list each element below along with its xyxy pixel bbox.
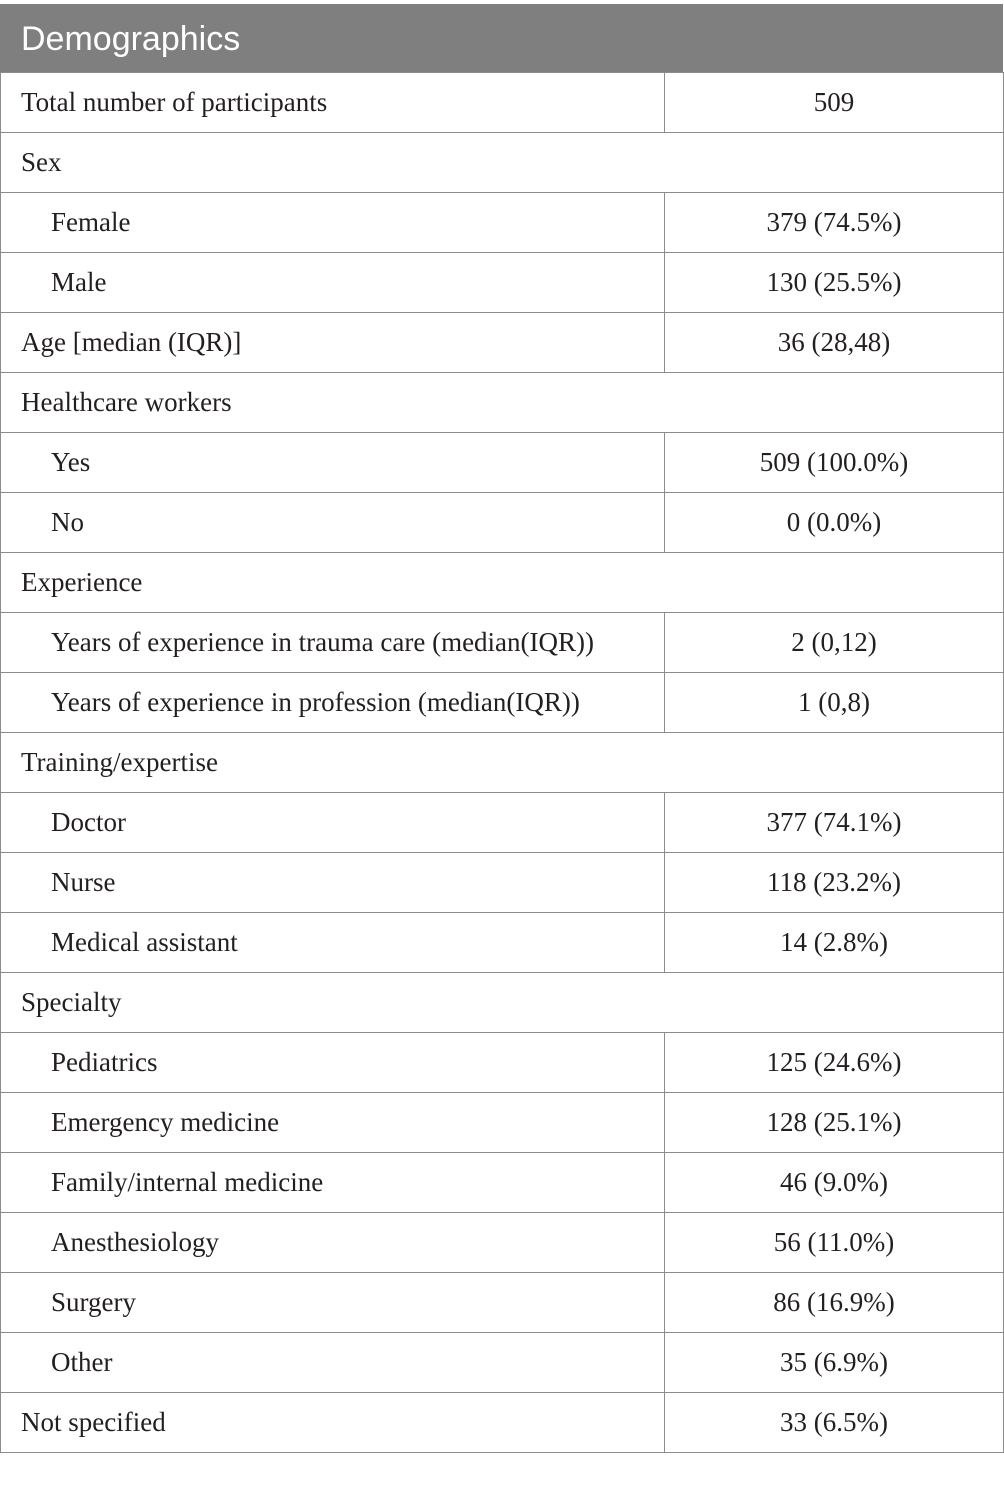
section-label: Experience — [1, 553, 1004, 613]
row-value: 130 (25.5%) — [665, 253, 1004, 313]
row-value: 36 (28,48) — [665, 313, 1004, 373]
row-value: 379 (74.5%) — [665, 193, 1004, 253]
row-label: Emergency medicine — [1, 1093, 665, 1153]
row-label: Not specified — [1, 1393, 665, 1453]
row-value: 86 (16.9%) — [665, 1273, 1004, 1333]
row-value: 33 (6.5%) — [665, 1393, 1004, 1453]
row-value: 118 (23.2%) — [665, 853, 1004, 913]
row-label: Anesthesiology — [1, 1213, 665, 1273]
row-not-specified — [1, 1393, 1004, 1453]
row-family-internal-medicine — [1, 1153, 1004, 1213]
section-label: Sex — [1, 133, 1004, 193]
row-value: 56 (11.0%) — [665, 1213, 1004, 1273]
demographics-table — [0, 4, 1003, 1453]
row-value: 509 (100.0%) — [665, 433, 1004, 493]
row-value: 2 (0,12) — [665, 613, 1004, 673]
row-label: Doctor — [1, 793, 665, 853]
row-label: Surgery — [1, 1273, 665, 1333]
section-row-healthcare-workers — [1, 373, 1004, 433]
row-surgery — [1, 1273, 1004, 1333]
row-value: 35 (6.9%) — [665, 1333, 1004, 1393]
row-yes — [1, 433, 1004, 493]
row-female — [1, 193, 1004, 253]
row-label: Pediatrics — [1, 1033, 665, 1093]
row-medical-assistant — [1, 913, 1004, 973]
row-emergency-medicine — [1, 1093, 1004, 1153]
row-label: Years of experience in profession (median(IQR)) — [1, 673, 665, 733]
row-label: Years of experience in trauma care (median(IQR)) — [1, 613, 665, 673]
row-no — [1, 493, 1004, 553]
row-pediatrics — [1, 1033, 1004, 1093]
row-value: 128 (25.1%) — [665, 1093, 1004, 1153]
row-label: Nurse — [1, 853, 665, 913]
row-male — [1, 253, 1004, 313]
section-label: Healthcare workers — [1, 373, 1004, 433]
row-value: 46 (9.0%) — [665, 1153, 1004, 1213]
row-value: 14 (2.8%) — [665, 913, 1004, 973]
row-value: 377 (74.1%) — [665, 793, 1004, 853]
row-label: Family/internal medicine — [1, 1153, 665, 1213]
section-row-sex — [1, 133, 1004, 193]
row-profession-experience — [1, 673, 1004, 733]
row-other — [1, 1333, 1004, 1393]
row-label: Medical assistant — [1, 913, 665, 973]
table-header: Demographics — [0, 4, 1003, 72]
row-label: Age [median (IQR)] — [1, 313, 665, 373]
demographics-grid — [0, 72, 1004, 1453]
row-label: Other — [1, 1333, 665, 1393]
section-label: Training/expertise — [1, 733, 1004, 793]
row-label: No — [1, 493, 665, 553]
section-label: Specialty — [1, 973, 1004, 1033]
row-value: 125 (24.6%) — [665, 1033, 1004, 1093]
row-value: 1 (0,8) — [665, 673, 1004, 733]
row-label: Female — [1, 193, 665, 253]
section-row-specialty — [1, 973, 1004, 1033]
section-row-training — [1, 733, 1004, 793]
row-trauma-care-experience — [1, 613, 1004, 673]
row-label: Male — [1, 253, 665, 313]
section-row-experience — [1, 553, 1004, 613]
row-value: 509 — [665, 73, 1004, 133]
row-doctor — [1, 793, 1004, 853]
row-total-participants — [1, 73, 1004, 133]
row-label: Yes — [1, 433, 665, 493]
row-value: 0 (0.0%) — [665, 493, 1004, 553]
row-label: Total number of participants — [1, 73, 665, 133]
row-age — [1, 313, 1004, 373]
row-anesthesiology — [1, 1213, 1004, 1273]
row-nurse — [1, 853, 1004, 913]
